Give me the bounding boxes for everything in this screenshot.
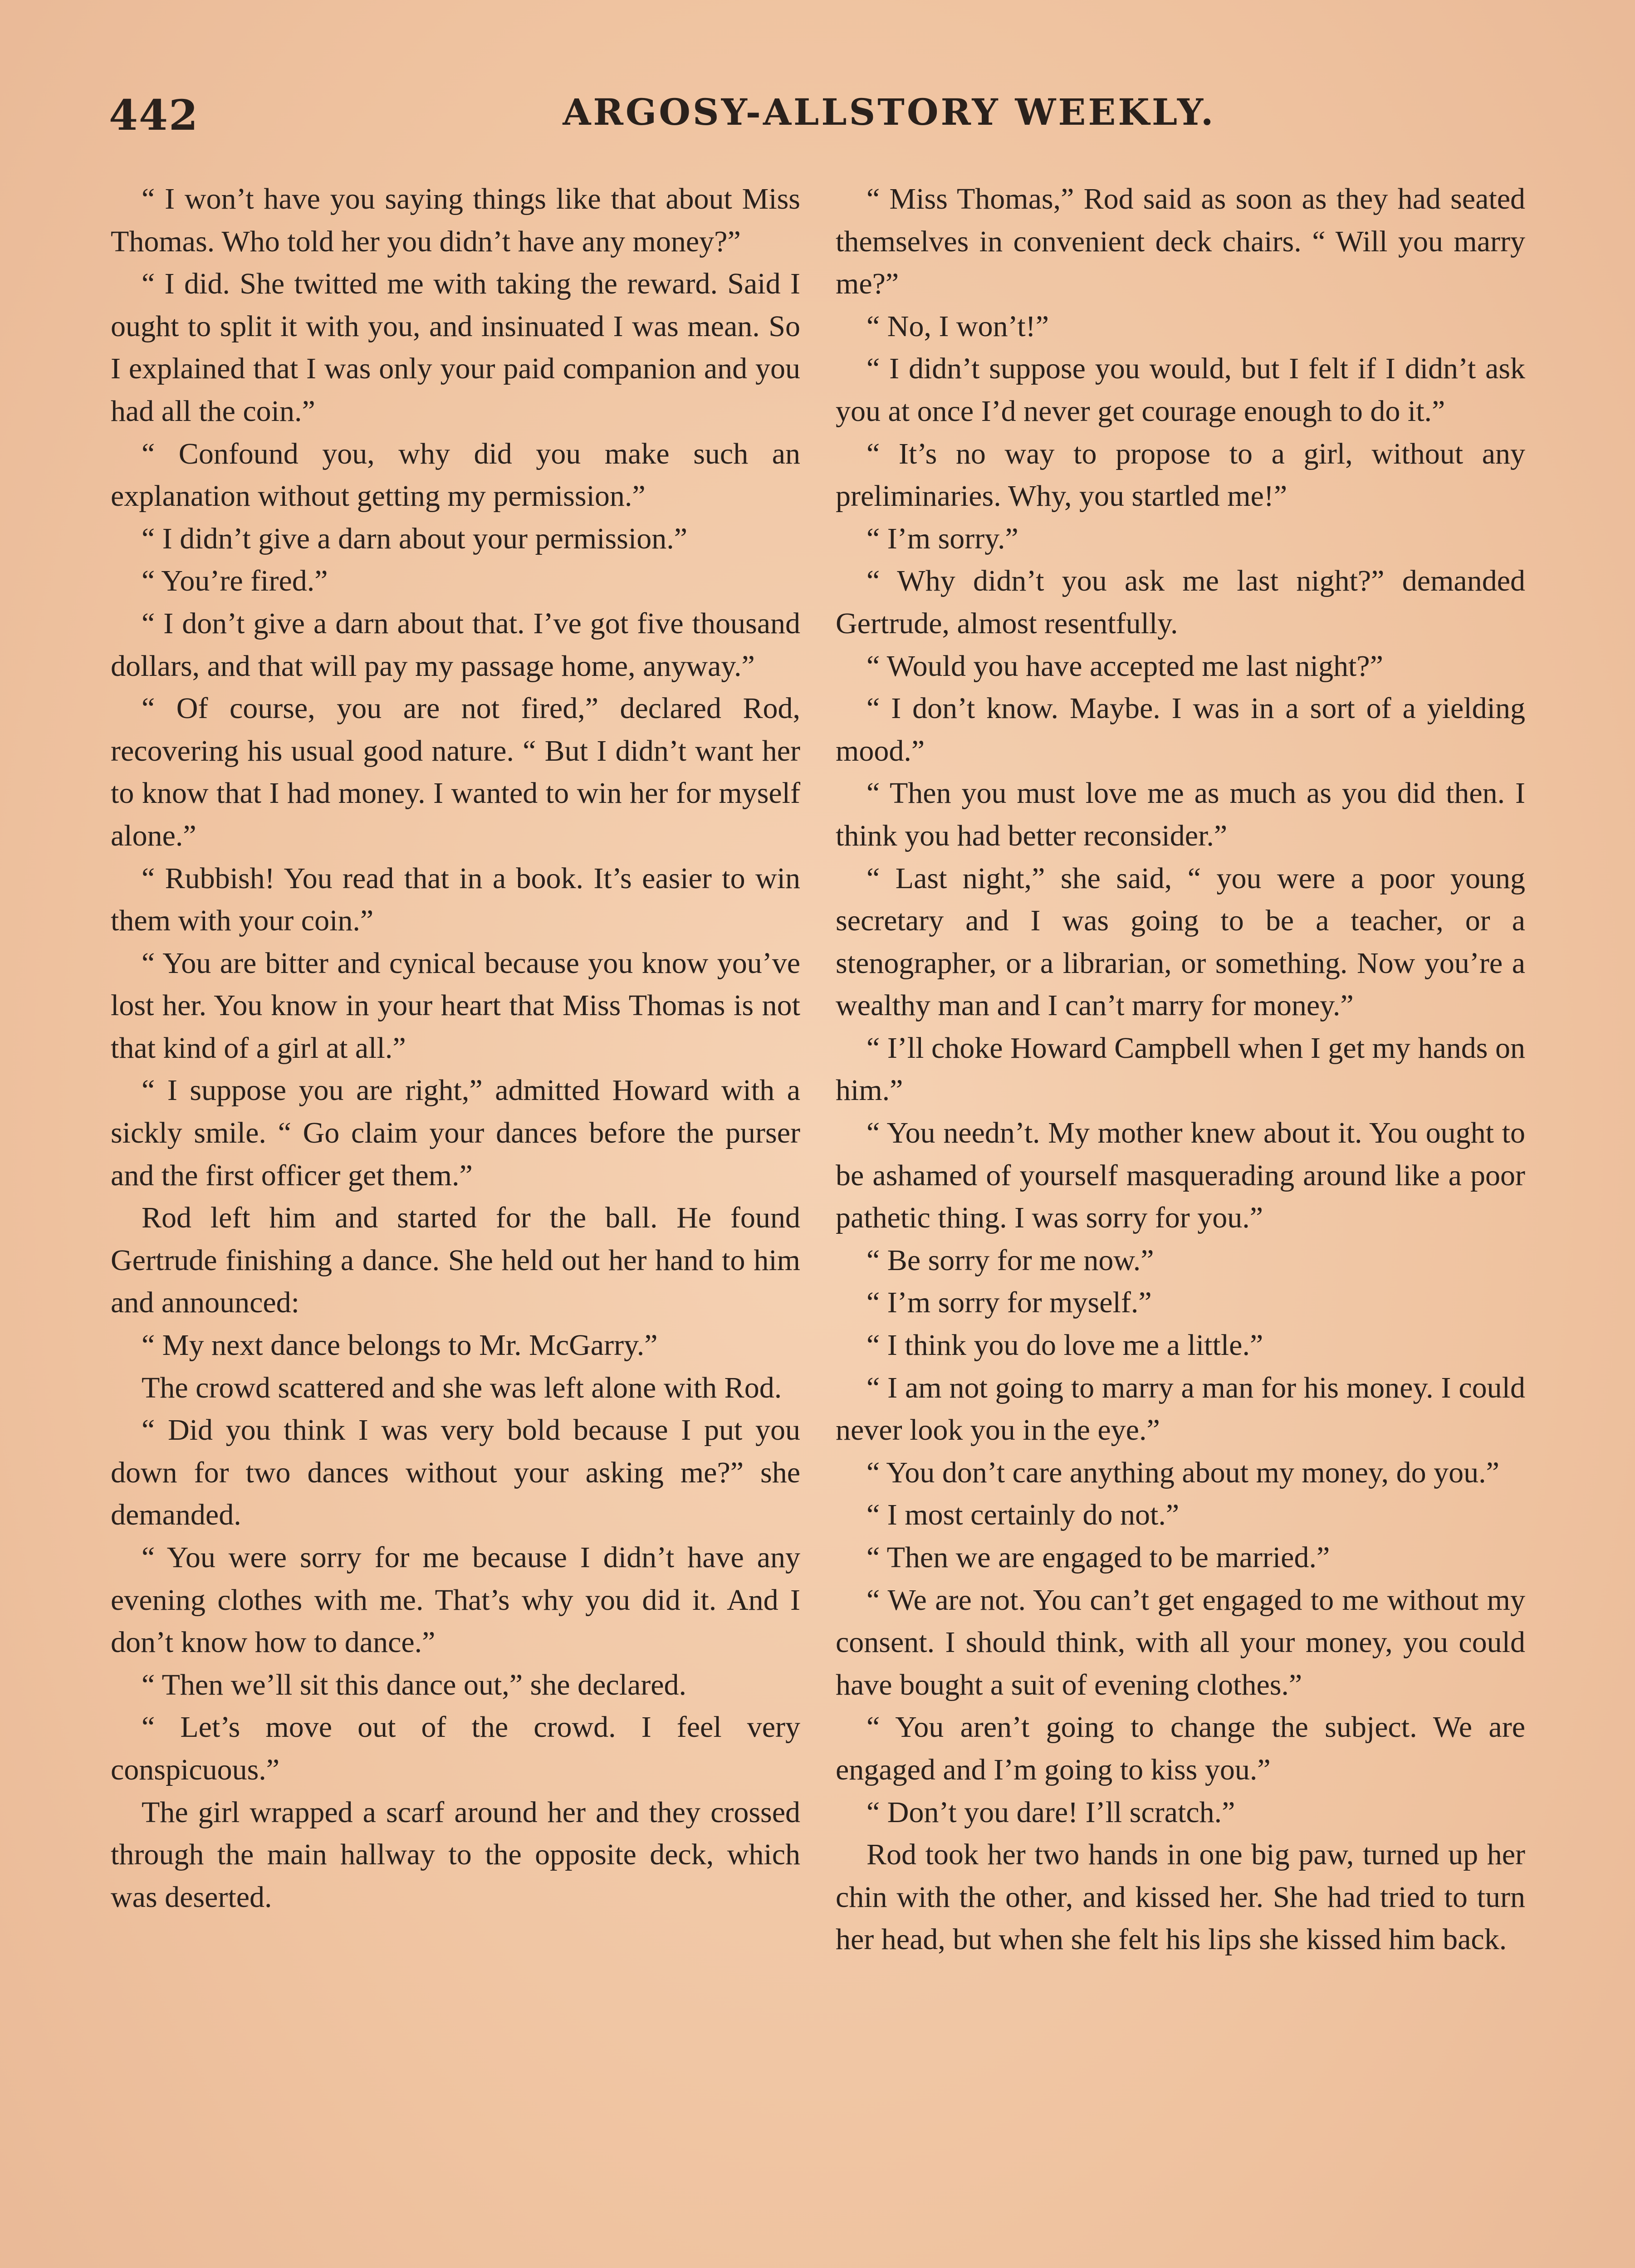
left-column: [111, 178, 800, 1918]
paragraph: “ I think you do love me a little.”: [866, 1329, 1263, 1362]
paragraph: “ I didn’t give a darn about your permission.”: [142, 522, 687, 555]
paragraph: “ Miss Thomas,” Rod said as soon as they had seated themselves in convenient deck chairs. “ Will you marry me?”: [836, 182, 1525, 301]
paragraph: “ We are not. You can’t get engaged to me without my consent. I should think, with all your money, you could have bought a suit of evening clothes.”: [836, 1583, 1525, 1701]
paragraph: Rod left him and started for the ball. He found Gertrude finishing a dance. She held out her hand to him and announced:: [111, 1201, 800, 1320]
paragraph: “ I won’t have you saying things like that about Miss Thomas. Who told her you didn’t have any money?”: [111, 182, 800, 258]
page-number: 442: [109, 91, 199, 140]
paragraph: “ Of course, you are not fired,” declared Rod, recovering his usual good nature. “ But I didn’t want her to know that I had money. I wanted to win her for myself alone.”: [111, 692, 800, 852]
paragraph: “ You’re fired.”: [142, 564, 328, 598]
paragraph: “ I’ll choke Howard Campbell when I get my hands on him.”: [836, 1031, 1525, 1107]
paragraph: “ You aren’t going to change the subject. We are engaged and I’m going to kiss you.”: [836, 1711, 1525, 1786]
paragraph: “ Then you must love me as much as you did then. I think you had better reconsider.”: [836, 777, 1525, 852]
paragraph: The girl wrapped a scarf around her and they crossed through the main hallway to the opposite deck, which was deserted.: [111, 1795, 800, 1914]
paragraph: “ I’m sorry for myself.”: [866, 1286, 1152, 1320]
paragraph: “ Why didn’t you ask me last night?” demanded Gertrude, almost resentfully.: [836, 564, 1525, 640]
paragraph: “ Don’t you dare! I’ll scratch.”: [866, 1795, 1235, 1829]
paragraph: “ Then we’ll sit this dance out,” she declared.: [142, 1668, 687, 1701]
paragraph: “ I didn’t suppose you would, but I felt if I didn’t ask you at once I’d never get courage enough to do it.”: [836, 352, 1525, 428]
paragraph: Rod took her two hands in one big paw, turned up her chin with the other, and kissed her. She had tried to turn her head, but when she felt his lips she kissed him back.: [836, 1838, 1525, 1956]
paragraph: “ I don’t know. Maybe. I was in a sort of a yielding mood.”: [836, 692, 1525, 767]
paragraph: “ You are bitter and cynical because you know you’ve lost her. You know in your heart that Miss Thomas is not that kind of a girl at all.”: [111, 946, 800, 1065]
paragraph: “ You don’t care anything about my money, do you.”: [866, 1456, 1499, 1489]
paragraph: The crowd scattered and she was left alone with Rod.: [142, 1371, 782, 1404]
right-column: [836, 178, 1525, 1961]
paragraph: “ Did you think I was very bold because I put you down for two dances without your asking me?” she demanded.: [111, 1413, 800, 1532]
running-head: ARGOSY-ALLSTORY WEEKLY.: [563, 91, 1216, 133]
paragraph: “ I did. She twitted me with taking the reward. Said I ought to split it with you, and insinuated I was mean. So I explained that I was only your paid companion and you had all the coin.”: [111, 267, 800, 428]
paragraph: “ Confound you, why did you make such an explanation without getting my permission.”: [111, 437, 800, 513]
page-header: [109, 91, 1533, 154]
paragraph: “ Let’s move out of the crowd. I feel very conspicuous.”: [111, 1711, 800, 1786]
paragraph: “ Be sorry for me now.”: [866, 1243, 1154, 1277]
paragraph: “ No, I won’t!”: [866, 309, 1049, 343]
paragraph: “ Rubbish! You read that in a book. It’s easier to win them with your coin.”: [111, 861, 800, 938]
paragraph: “ Last night,” she said, “ you were a poor young secretary and I was going to be a teacher, or a stenographer, or a librarian, or something. Now you’re a wealthy man and I can’t marry for money.”: [836, 861, 1525, 1022]
paragraph: “ It’s no way to propose to a girl, without any preliminaries. Why, you startled me!”: [836, 437, 1525, 513]
paragraph: “ I most certainly do not.”: [866, 1498, 1180, 1532]
paragraph: “ I am not going to marry a man for his money. I could never look you in the eye.”: [836, 1371, 1525, 1447]
paragraph: “ Would you have accepted me last night?”: [866, 649, 1383, 683]
paragraph: “ My next dance belongs to Mr. McGarry.”: [142, 1329, 658, 1362]
paragraph: “ I suppose you are right,” admitted Howard with a sickly smile. “ Go claim your dances before the purser and the first officer get them.”: [111, 1074, 800, 1192]
paragraph: “ I don’t give a darn about that. I’ve got five thousand dollars, and that will pay my passage home, anyway.”: [111, 606, 800, 683]
paragraph: “ Then we are engaged to be married.”: [866, 1541, 1330, 1574]
paragraph: “ I’m sorry.”: [866, 522, 1018, 555]
paragraph: “ You were sorry for me because I didn’t have any evening clothes with me. That’s why you did it. And I don’t know how to dance.”: [111, 1541, 800, 1659]
paragraph: “ You needn’t. My mother knew about it. You ought to be ashamed of yourself masquerading around like a poor pathetic thing. I was sorry for you.”: [836, 1116, 1525, 1235]
